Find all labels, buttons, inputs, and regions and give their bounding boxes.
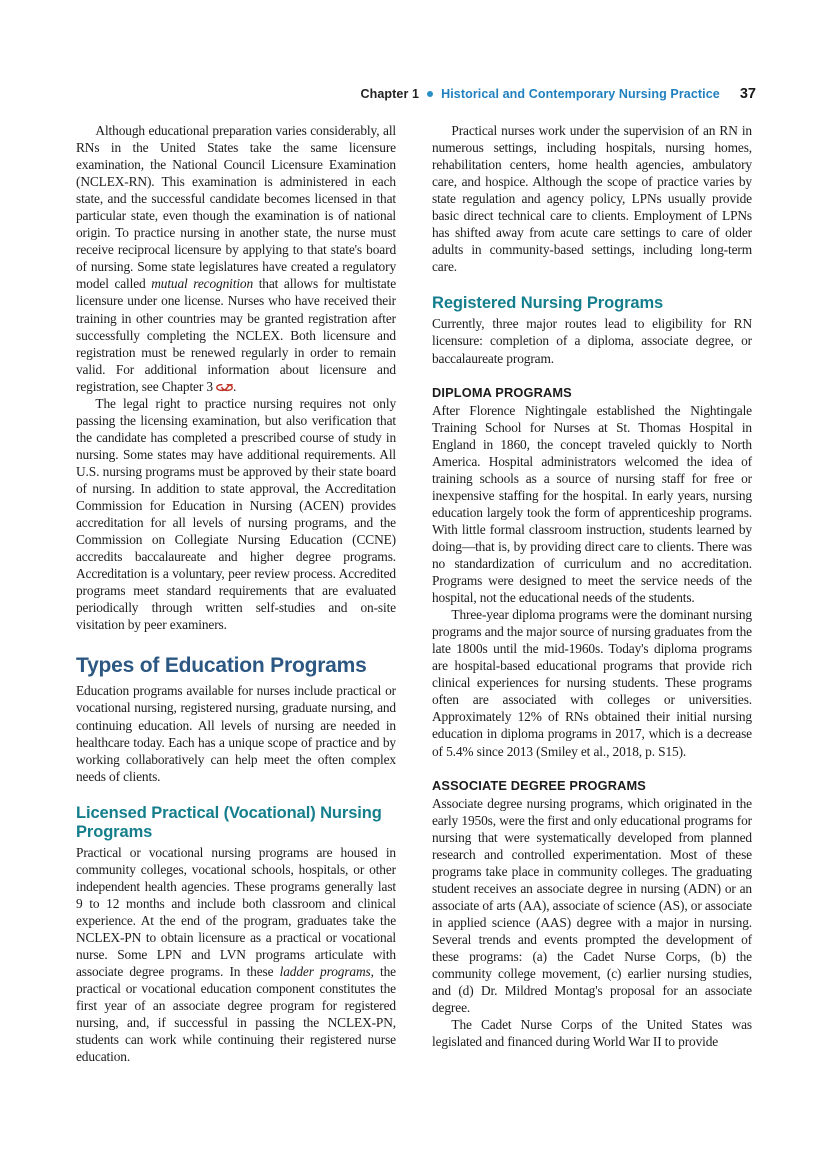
italic-mutual-recognition: mutual recognition xyxy=(151,276,254,292)
left-column xyxy=(76,122,396,1065)
paragraph-licensure: Although educational preparation varies considerably, all RNs in the United States take the same licensure examination, the National Council Licensure Examination (NCLEX-RN). This examination is administered in each state, and the successful candidate becomes licensed in that particular state, even though the examination is of national origin. To practice nursing in another state, the nurse must receive reciprocal licensure by applying to that state's board of nursing. Some state legislatures have created a regulatory model called mutual recognition that allows for multistate licensure under one license. Nurses who have received their training in other countries may be granted registration after successfully completing the NCLEX. Both licensure and registration must be renewed regularly in order to remain valid. For additional information about licensure and registration, see Chapter 3 . xyxy=(76,123,397,394)
heading-registered-nursing-programs: Registered Nursing Programs xyxy=(432,294,664,313)
paragraph-nightingale-history: After Florence Nightingale established the Nightingale Training School for Nurses at St. Thomas Hospital in England in 1860, the concept traveled quickly to North America. Hospital administrators welcomed the idea of training schools as a source of nursing staff for free or inexpensive staffing for the hospital. In early years, nursing education largely took the form of apprenticeship programs. With little formal classroom instruction, students learned by doing—that is, by providing direct care to clients. There was no standardization of curriculum and no accreditation. Programs were designed to meet the service needs of the hospital, not the educational needs of the students. xyxy=(432,402,752,606)
paragraph-practical-vocational: Practical or vocational nursing programs are housed in community colleges, vocational schools, hospitals, or other independent health agencies. These programs generally last 9 to 12 months and include both classroom and clinical experience. At the end of the program, graduates take the NCLEX-PN to obtain licensure as a practical or vocational nurse. Some LPN and LVN programs articulate with associate degree programs. In these ladder programs, the practical or vocational education component constitutes the first year of an associate degree program for registered nursing, and, if successful in passing the NCLEX-PN, students can work while continuing their registered nurse education. xyxy=(76,844,396,1065)
heading-licensed-practical-nursing-programs: Licensed Practical (Vocational) Nursing Programs xyxy=(76,803,382,841)
running-head-title: Historical and Contemporary Nursing Practice xyxy=(441,87,720,101)
paragraph-associate-degree: Associate degree nursing programs, which originated in the early 1950s, were the first and only educational programs for nursing that were systematically developed from planned research and controlled experimentation. Most of these programs take place in community colleges. The graduating student receives an associate degree in nursing (ADN) or an associate of arts (AA), associate of science (AS), or associate in applied science (AAS) degree with a major in nursing. Several trends and events prompted the development of these programs: (a) the Cadet Nurse Corps, (b) the community college movement, (c) earlier nursing studies, and (d) Dr. Mildred Montag's proposal for an associate degree. xyxy=(432,795,752,1016)
paragraph-legal-right: The legal right to practice nursing requires not only passing the licensing examination, but also verification that the candidate has completed a prescribed course of study in nursing. Some states may have additional requirements. All U.S. nursing programs must be approved by their state board of nursing. In addition to state approval, the Accreditation Commission for Education in Nursing (ACEN) provides accreditation for all levels of nursing programs, and the Commission on Collegiate Nursing Education (CCNE) accredits baccalaureate and higher degree programs. Accreditation is a voluntary, peer review process. Accredited programs meet standard requirements that are evaluated periodically through written self-studies and on-site visitation by peer examiners. xyxy=(76,395,396,633)
heading-diploma-programs: DIPLOMA PROGRAMS xyxy=(432,384,572,400)
paragraph-education-programs: Education programs available for nurses include practical or vocational nursing, registered nursing, graduate nursing, and continuing education. All levels of nursing are needed in healthcare today. Each has a unique scope of practice and by working collaboratively can help meet the often complex needs of clients. xyxy=(76,683,396,784)
running-head-chapter-label: Chapter 1 xyxy=(360,87,420,101)
heading-types-of-education-programs: Types of Education Programs xyxy=(76,654,367,678)
italic-ladder-programs: ladder programs xyxy=(279,964,371,980)
page-columns xyxy=(76,122,752,1065)
paragraph-practical-nurses-supervision: Practical nurses work under the supervision of an RN in numerous settings, including hospitals, nursing homes, rehabilitation centers, home health agencies, ambulatory care, and hospice. Although the scope of practice varies by state regulation and agency policy, LPNs usually provide basic direct technical care to clients. Employment of LPNs has shifted away from acute care settings to care of older adults in community-based settings, including long-term care. xyxy=(432,123,752,275)
paragraph-rn-routes: Currently, three major routes lead to eligibility for RN licensure: completion of a diploma, associate degree, or baccalaureate program. xyxy=(432,316,752,366)
paragraph-three-year-diploma: Three-year diploma programs were the dominant nursing programs and the major source of nursing graduates from the late 1800s until the mid-1960s. Today's diploma programs are hospital-based educational programs that provide rich clinical experiences for nursing students. These programs often are associated with colleges or universities. Approximately 12% of RNs obtained their initial nursing education in diploma programs in 2017, which is a decrease of 5.4% since 2013 (Smiley et al., 2018, p. S15). xyxy=(432,607,752,759)
paragraph-cadet-nurse-corps: The Cadet Nurse Corps of the United States was legislated and financed during World War II to provide xyxy=(432,1017,752,1050)
running-head xyxy=(76,86,756,102)
chain-link-icon xyxy=(216,383,233,392)
heading-associate-degree-programs: ASSOCIATE DEGREE PROGRAMS xyxy=(432,777,646,793)
right-column xyxy=(432,122,752,1065)
bullet-dot-icon xyxy=(427,91,433,97)
page-number: 37 xyxy=(739,86,756,102)
